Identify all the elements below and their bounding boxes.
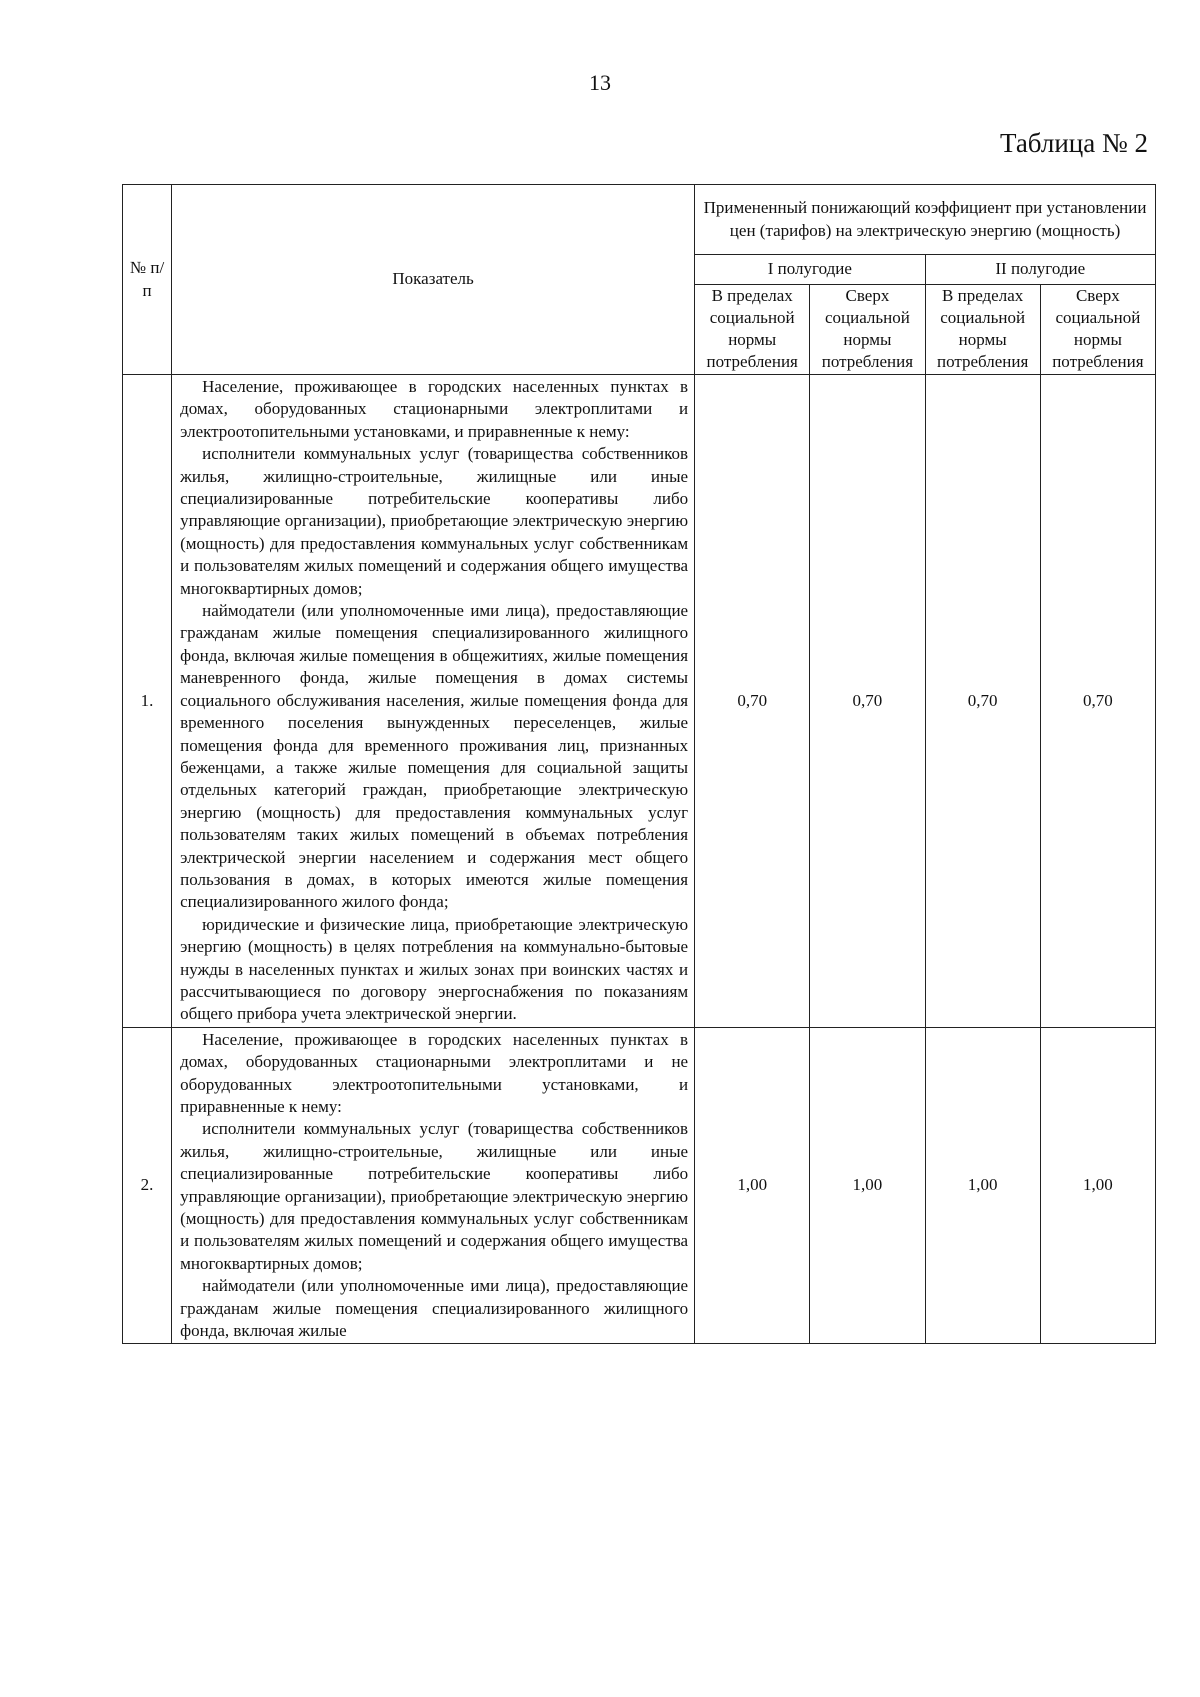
row-indicator: [172, 1027, 695, 1344]
row-paragraph: Население, проживающее в городских населенных пунктах в домах, оборудованных стационарными электроплитами и не оборудованных электроотопительными установками, и приравненные к нему:: [180, 1029, 689, 1116]
coef-value: 1,00: [695, 1027, 810, 1344]
coef-value: 0,70: [810, 375, 925, 1028]
header-indicator: Показатель: [172, 185, 695, 375]
row-paragraph: исполнители коммунальных услуг (товарищества собственников жилья, жилищно-строительные, жилищные или иные специализированные потребительские кооперативы либо управляющие организации), приобретающие электрическую энергию (мощность) для предоставления коммунальных услуг собственникам и пользователям жилых помещений и содержания общего имущества многоквартирных домов;: [180, 444, 689, 598]
row-paragraph: юридические и физические лица, приобретающие электрическую энергию (мощность) в целях потребления на коммунально-бытовые нужды в населенных пунктах и жилых зонах при воинских частях и рассчитывающиеся по договору энергоснабжения по показаниям общего прибора учета электрической энергии.: [180, 914, 689, 1024]
header-coefficient: Примененный понижающий коэффициент при установлении цен (тарифов) на электрическую энергию (мощность): [695, 185, 1156, 255]
table-row: [123, 375, 1156, 1028]
coef-value: 0,70: [1040, 375, 1155, 1028]
header-num: № п/п: [123, 185, 172, 375]
row-paragraph: наймодатели (или уполномоченные ими лица), предоставляющие гражданам жилые помещения специализированного жилищного фонда, включая жилые помещения в общежитиях, жилые помещения маневренного фонда, жилые помещения в домах системы социального обслуживания населения, жилые помещения фонда для временного поселения вынужденных переселенцев, жилые помещения фонда для временного проживания лиц, признанных беженцами, а также жилые помещения для социальной защиты отдельных категорий граждан, приобретающие электрическую энергию (мощность) для предоставления коммунальных услуг пользователям таких жилых помещений в объемах потребления электрической энергии населением и содержания мест общего пользования в домах, в которых имеются жилые помещения специализированного жилого фонда;: [180, 601, 689, 912]
page-number: 13: [589, 70, 611, 95]
table-title: Таблица № 2: [1000, 128, 1148, 158]
coefficient-table: [122, 184, 1156, 1344]
header-sub-2: Сверх социальной нормы потребления: [810, 285, 925, 375]
coef-value: 1,00: [810, 1027, 925, 1344]
header-sub-4: Сверх социальной нормы потребления: [1040, 285, 1155, 375]
table-row: [123, 1027, 1156, 1344]
row-paragraph: Население, проживающее в городских населенных пунктах в домах, оборудованных стационарными электроплитами и электроотопительными установками, и приравненные к нему:: [180, 377, 689, 441]
coef-value: 0,70: [695, 375, 810, 1028]
coef-value: 1,00: [1040, 1027, 1155, 1344]
row-paragraph: исполнители коммунальных услуг (товарищества собственников жилья, жилищно-строительные, жилищные или иные специализированные потребительские кооперативы либо управляющие организации), приобретающие электрическую энергию (мощность) для предоставления коммунальных услуг собственникам и пользователям жилых помещений и содержания общего имущества многоквартирных домов;: [180, 1119, 689, 1273]
coef-value: 0,70: [925, 375, 1040, 1028]
header-sub-3: В пределах социальной нормы потребления: [925, 285, 1040, 375]
header-half-1: I полугодие: [695, 255, 925, 285]
header-sub-1: В пределах социальной нормы потребления: [695, 285, 810, 375]
row-paragraph: наймодатели (или уполномоченные ими лица), предоставляющие гражданам жилые помещения специализированного жилищного фонда, включая жилые: [180, 1276, 689, 1341]
row-indicator: [172, 375, 695, 1028]
coef-value: 1,00: [925, 1027, 1040, 1344]
row-number: 1.: [123, 375, 172, 1028]
header-half-2: II полугодие: [925, 255, 1155, 285]
row-number: 2.: [123, 1027, 172, 1344]
